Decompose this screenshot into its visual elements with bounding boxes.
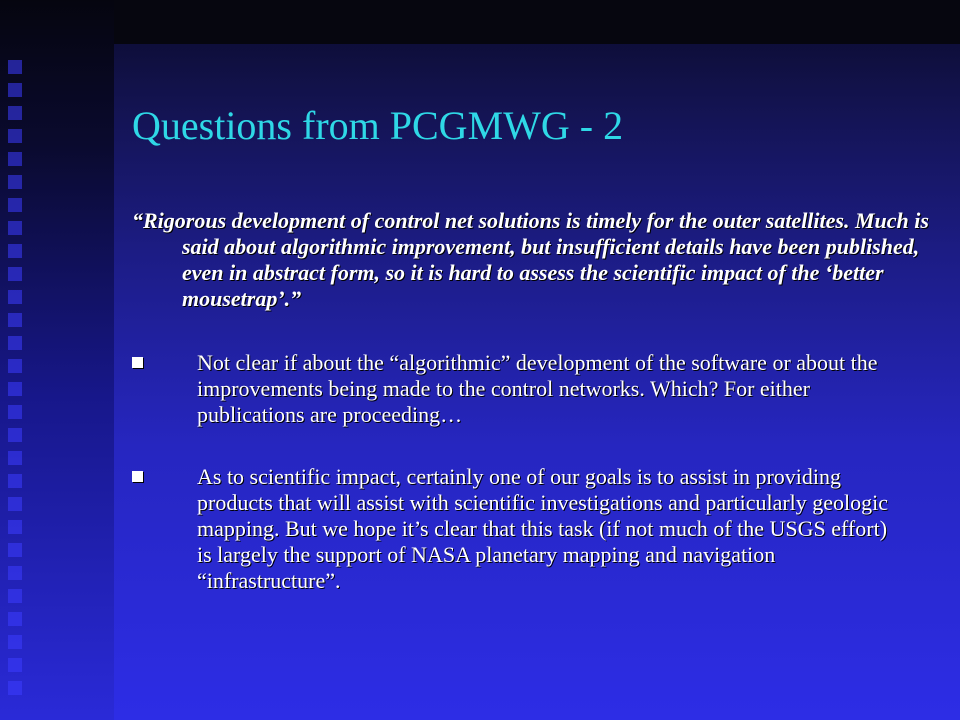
decorative-square <box>8 83 22 97</box>
top-bar <box>114 0 960 44</box>
decorative-square <box>8 474 22 488</box>
decorative-square <box>8 129 22 143</box>
decorative-square <box>8 405 22 419</box>
decorative-square <box>8 175 22 189</box>
decorative-square <box>8 290 22 304</box>
decorative-square <box>8 60 22 74</box>
decorative-square <box>8 566 22 580</box>
decorative-square <box>8 635 22 649</box>
left-sidebar <box>0 0 114 720</box>
decorative-square <box>8 267 22 281</box>
decorative-square <box>8 221 22 235</box>
decorative-square <box>8 520 22 534</box>
quote-text: “Rigorous development of control net solutions is timely for the outer satellites. Much is said about algorithmic improvement, but insufficient details have been published, even in abstract form, so it is hard to assess the scientific impact of the ‘better mousetrap’.” <box>132 208 929 311</box>
decorative-square <box>8 313 22 327</box>
decorative-square <box>8 681 22 695</box>
decorative-square <box>8 428 22 442</box>
bullet-square-icon <box>132 471 143 482</box>
decorative-square <box>8 106 22 120</box>
decorative-square <box>8 359 22 373</box>
decorative-square <box>8 497 22 511</box>
decorative-square <box>8 198 22 212</box>
bullet-item <box>132 464 902 594</box>
decorative-square <box>8 612 22 626</box>
decorative-square <box>8 336 22 350</box>
bullet-square-icon <box>132 357 143 368</box>
decorative-square <box>8 152 22 166</box>
bullet-text: As to scientific impact, certainly one of our goals is to assist in providing products that will assist with scientific investigations and particularly geologic mapping. But we hope it’s clear that this task (if not much of the USGS effort) is largely the support of NASA planetary mapping and navigation “infrastructure”. <box>197 464 889 593</box>
slide-title: Questions from PCGMWG - 2 <box>132 103 624 148</box>
bullet-item <box>132 350 902 428</box>
bullet-text: Not clear if about the “algorithmic” development of the software or about the improvements being made to the control networks. Which? For either publications are proceeding… <box>197 350 878 427</box>
decorative-squares <box>4 60 28 720</box>
decorative-square <box>8 451 22 465</box>
decorative-square <box>8 589 22 603</box>
decorative-square <box>8 658 22 672</box>
decorative-square <box>8 382 22 396</box>
decorative-square <box>8 543 22 557</box>
decorative-square <box>8 244 22 258</box>
